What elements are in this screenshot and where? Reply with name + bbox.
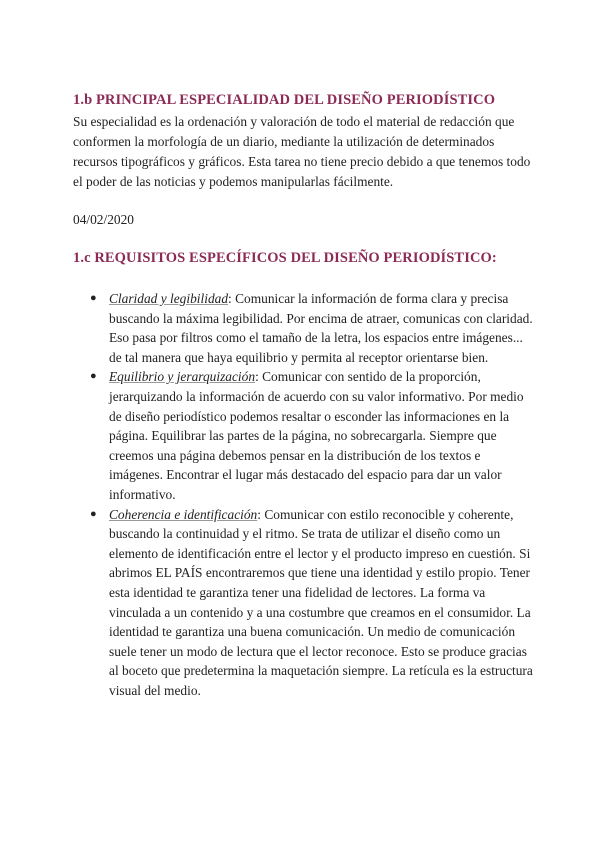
section-b-heading: 1.b PRINCIPAL ESPECIALIDAD DEL DISEÑO PERIODÍSTICO [73,92,496,108]
list-item [90,505,534,701]
bullet-icon: ● [90,370,97,383]
requirement-term: Equilibrio y jerarquización [109,369,256,385]
date-line: 04/02/2020 [73,212,135,227]
bullet-icon: ● [90,507,97,520]
section-c-heading: 1.c REQUISITOS ESPECÍFICOS DEL DISEÑO PERIODÍSTICO: [73,250,497,266]
requirements-list [0,289,534,700]
bullet-icon: ● [90,292,97,304]
requirement-text: : Comunicar con estilo reconocible y coherente, buscando la continuidad y el ritmo. Se trata de utilizar el diseño como un elemento de identificación entre el lector y el producto impreso en cuestión. Si abrimos EL PAÍS encontraremos que tiene una identidad y estilo propio. Tener esta identidad te garantiza tener una fidelidad de lectores. La forma va vinculada a un contenido y a una costumbre que creamos en el consumidor. La identidad te garantiza una buena comunicación. Un medio de comunicación suele tener un modo de lectura que el lector reconoce. Esto se produce gracias al boceto que predetermina la maquetación siempre. La retícula es la estructura visual del medio. [109,506,533,698]
requirement-text: : Comunicar con sentido de la proporción, jerarquizando la información de acuerdo con su valor informativo. Por medio de diseño periodístico podemos resaltar o esconder las informaciones en la página. Equilibrar las partes de la página, no sobrecargarla. Siempre que creemos una página debemos pensar en la distribución de los textos e imágenes. Encontrar el lugar más destacado del espacio para dar un valor informativo. [109,369,524,502]
list-item [90,367,534,504]
list-item [90,289,534,367]
requirement-term: Coherencia e identificación [109,506,258,522]
requirement-term: Claridad y legibilidad [109,291,229,306]
requirement-text: : Comunicar la información de forma clara y precisa buscando la máxima legibilidad. Por encima de atraer, comunicas con claridad. Eso pasa por filtros como el tamaño de la letra, los espacios entre imágenes... de tal manera que haya equilibrio y permita al receptor orientarse bien. [109,291,533,365]
section-b-paragraph: Su especialidad es la ordenación y valoración de todo el material de redacción que conformen la morfología de un diario, mediante la utilización de determinados recursos tipográficos y gráficos. Esta tarea no tiene precio debido a que tenemos todo el poder de las noticias y podemos manipularlas fácilmente. [73,114,531,189]
